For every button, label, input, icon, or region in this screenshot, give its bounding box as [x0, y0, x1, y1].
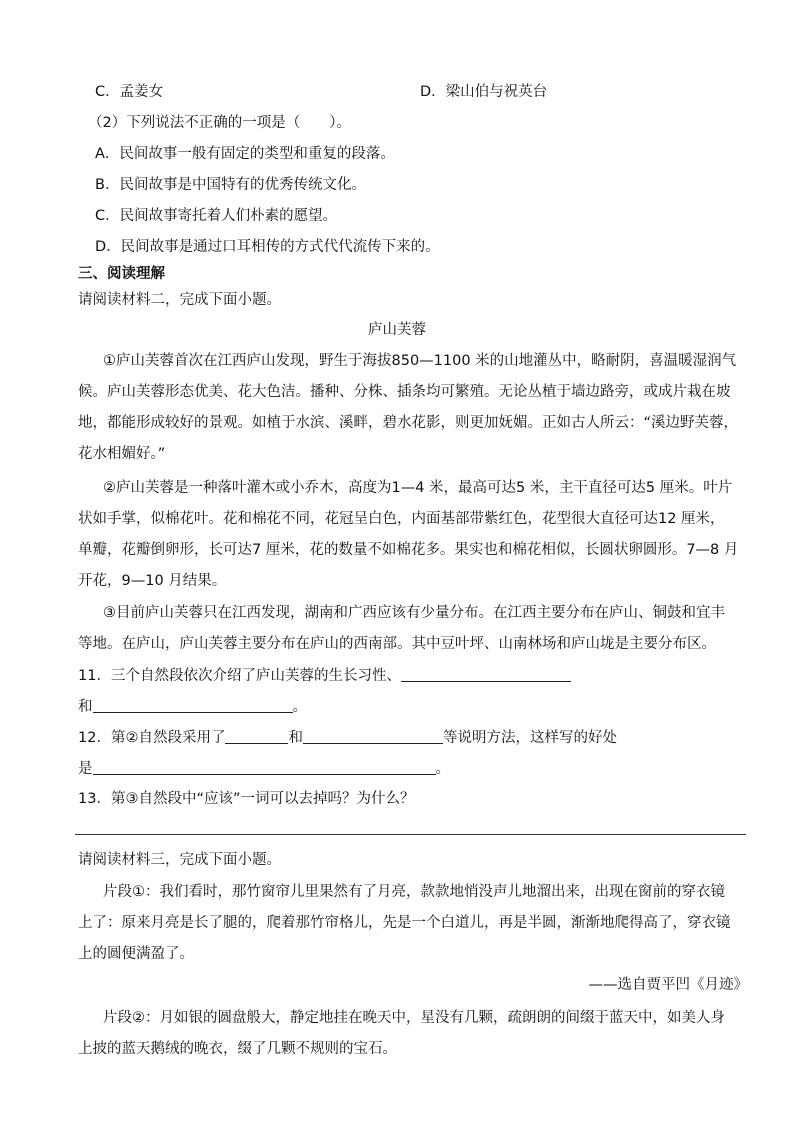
answer-blank[interactable] [93, 696, 293, 713]
answer-blank[interactable] [93, 758, 436, 775]
fragment-2-line: 片段②：月如银的圆盘般大，静定地挂在晚天中，星没有几颗，疏朗朗的间缀于蓝天中，如美人身 [103, 1010, 725, 1026]
question-11 [78, 665, 571, 686]
fragment-1-line: 上的圆便满盈了。 [78, 946, 194, 962]
paragraph-2-line: 状如手掌，似棉花叶。花和棉花不同，花冠呈白色，内面基部带紫红色，花型很大直径可达12 厘米， [78, 511, 725, 527]
question-12-text-c: 等说明方法，这样写的好处 [442, 730, 617, 746]
option-c: C．民间故事寄托着人们朴素的愿望。 [95, 208, 338, 224]
question-12-is: 是 [78, 761, 93, 777]
question-13: 13．第③自然段中“应该”一词可以去掉吗？为什么？ [78, 791, 415, 807]
question-11-end: 。 [292, 699, 307, 715]
paragraph-1-line: 地，都能形成较好的景观。如植于水滨、溪畔，碧水花影，则更加妩媚。正如古人所云：“溪边野芙蓉， [78, 415, 739, 431]
paragraph-2-line: 开花，9—10 月结果。 [78, 573, 227, 589]
question-12-line2 [78, 758, 450, 779]
article-title: 庐山芙蓉 [368, 322, 426, 338]
answer-line[interactable] [75, 834, 746, 835]
answer-blank[interactable] [303, 727, 443, 744]
question-12 [78, 727, 617, 748]
fragment-1-line: 片段①：我们看时，那竹窗帘儿里果然有了月亮，款款地悄没声儿地溜出来，出现在窗前的穿衣镜 [103, 884, 725, 900]
option-b: B．民间故事是中国特有的优秀传统文化。 [95, 177, 366, 193]
question-12-text-a: 12．第②自然段采用了 [78, 730, 226, 746]
paragraph-2-line: ②庐山芙蓉是一种落叶灌木或小乔木，高度为1—4 米，最高可达5 米，主干直径可达5 厘米。叶片 [103, 480, 733, 496]
option-d: D．民间故事是通过口耳相传的方式代代流传下来的。 [95, 239, 440, 255]
question-11-and: 和 [78, 699, 93, 715]
option-d: D．梁山伯与祝英台 [420, 84, 548, 100]
material-3-intro: 请阅读材料三，完成下面小题。 [78, 852, 281, 868]
paragraph-3-line: 等地。在庐山，庐山芙蓉主要分布在庐山的西南部。其中豆叶坪、山南林场和庐山垅是主要分布区。 [78, 636, 716, 652]
fragment-2-line: 上披的蓝天鹅绒的晚衣，缀了几颗不规则的宝石。 [78, 1041, 397, 1057]
paragraph-2-line: 单瓣，花瓣倒卵形，长可达7 厘米，花的数量不如棉花多。果实也和棉花相似，长圆状卵圆形。7—8 月 [78, 542, 739, 558]
option-a: A．民间故事一般有固定的类型和重复的段落。 [95, 146, 395, 162]
paragraph-1-line: 候。庐山芙蓉形态优美、花大色洁。播种、分株、插条均可繁殖。无论丛植于墙边路旁，或成片栽在坡 [78, 384, 731, 400]
option-c: C．孟姜女 [95, 84, 164, 100]
paragraph-3-line: ③目前庐山芙蓉只在江西发现，湖南和广西应该有少量分布。在江西主要分布在庐山、铜鼓和宜丰 [103, 605, 725, 621]
question-11-line2 [78, 696, 307, 717]
paragraph-1-line: ①庐山芙蓉首次在江西庐山发现，野生于海拔850—1100 米的山地灌丛中，略耐阴，喜温暖湿润气 [103, 353, 737, 369]
paragraph-1-line: 花水相媚好。” [78, 446, 166, 462]
question-10-2-stem: （2）下列说法不正确的一项是（ ）。 [88, 115, 351, 131]
question-12-end: 。 [435, 761, 450, 777]
question-12-text-b: 和 [288, 730, 303, 746]
question-11-text: 11．三个自然段依次介绍了庐山芙蓉的生长习性、 [78, 668, 401, 684]
fragment-1-line: 上了：原来月亮是长了腿的，爬着那竹帘格儿，先是一个白道儿，再是半圆，渐渐地爬得高了，穿衣镜 [78, 915, 731, 931]
section-heading: 三、阅读理解 [78, 266, 165, 282]
fragment-1-source: ——选自贾平凹《月迹》 [588, 977, 748, 993]
answer-blank[interactable] [401, 665, 571, 682]
material-intro: 请阅读材料二，完成下面小题。 [78, 292, 281, 308]
answer-blank[interactable] [225, 727, 288, 744]
